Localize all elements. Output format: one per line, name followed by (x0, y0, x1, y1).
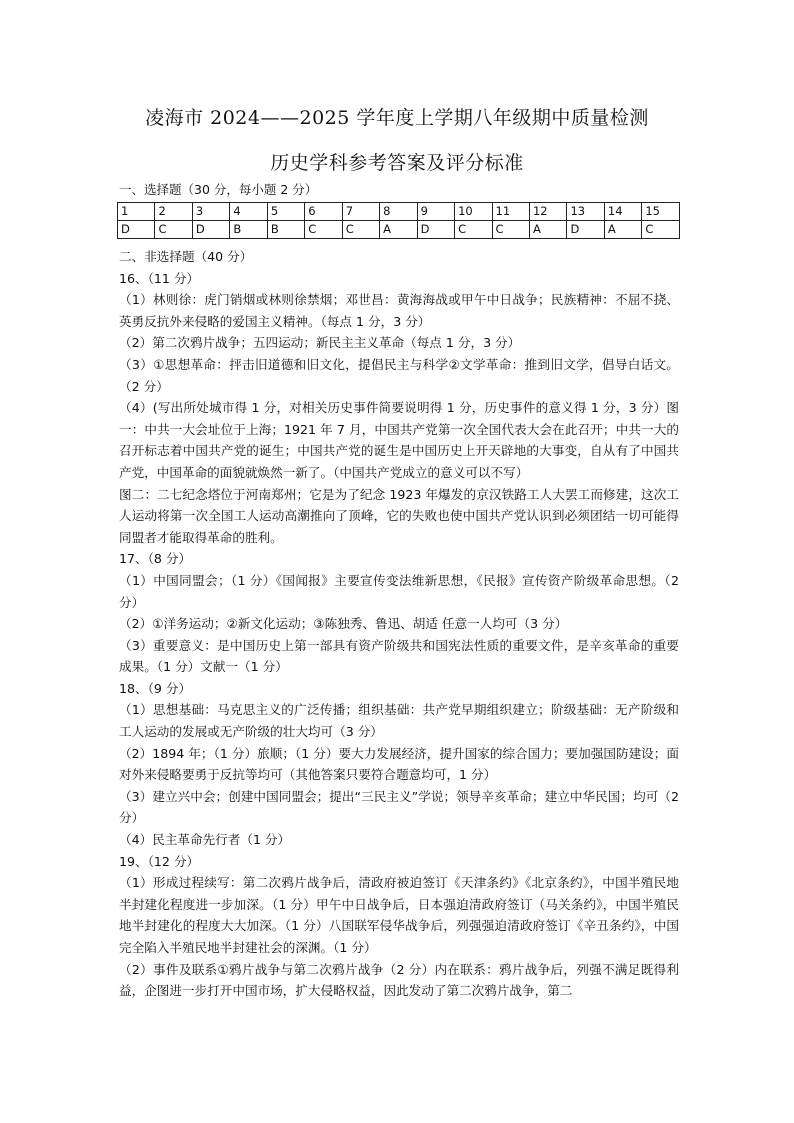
answer-cell: B (267, 221, 304, 239)
answer-cell: A (604, 221, 641, 239)
answer-line: （4）民主革命先行者（1 分） (119, 832, 291, 848)
question-number-cell: 2 (155, 203, 192, 221)
answer-line: 16、（11 分） (119, 270, 200, 286)
answer-line: 19、（12 分） (119, 853, 200, 869)
answer-line: （2）①洋务运动；②新文化运动；③陈独秀、鲁迅、胡适 任意一人均可（3 分） (119, 616, 568, 632)
question-number-cell: 14 (604, 203, 641, 221)
answer-line: （1）林则徐：虎门销烟或林则徐禁烟；邓世昌：黄海海战或甲午中日战争；民族精神：不屈不挠、英勇反抗外来侵略的爱国主义精神。（每点 1 分，3 分） (119, 292, 679, 329)
question-number-cell: 10 (455, 203, 492, 221)
section-heading-choice: 一、选择题（30 分，每小题 2 分） (119, 182, 318, 197)
document-subtitle: 历史学科参考答案及评分标准 (270, 152, 524, 174)
answer-line: （1）形成过程续写：第二次鸦片战争后，清政府被迫签订《天津条约》《北京条约》，中国半殖民地半封建化程度进一步加深。（1 分）甲午中日战争后，日本强迫清政府签订（马关条约》，中国半殖民地半封建化的程度大大加深。（1 分）八国联军侵华战争后，列强强迫清政府签订《辛丑条约》，中国完全陷入半殖民地半封建社会的深渊。（1 分） (119, 875, 679, 955)
answer-cell: C (642, 221, 680, 239)
question-number-cell: 11 (492, 203, 529, 221)
answer-cell: C (455, 221, 492, 239)
answer-cell: D (192, 221, 229, 239)
answer-cell: D (567, 221, 604, 239)
answer-line: （3）重要意义：是中国历史上第一部具有资产阶级共和国宪法性质的重要文件，是辛亥革命的重要成果。（1 分）文献一（1 分） (119, 637, 679, 675)
question-number-cell: 6 (305, 203, 342, 221)
answer-line: （2）事件及联系①鸦片战争与第二次鸦片战争（2 分）内在联系：鸦片战争后，列强不满足既得利益，企图进一步打开中国市场，扩大侵略权益，因此发动了第二次鸦片战争，第二 (119, 961, 679, 999)
question-number-cell: 3 (192, 203, 229, 221)
answer-line: （1）思想基础：马克思主义的广泛传播；组织基础：共产党早期组织建立；阶级基础：无产阶级和工人运动的发展或无产阶级的壮大均可（3 分） (119, 702, 679, 740)
answer-cell: D (118, 221, 155, 239)
document-title: 凌海市 2024——2025 学年度上学期八年级期中质量检测 (145, 107, 649, 129)
question-number-cell: 1 (118, 203, 155, 221)
answer-cell: C (342, 221, 379, 239)
answer-cell: C (305, 221, 342, 239)
question-number-cell: 12 (529, 203, 566, 221)
answer-cell: C (492, 221, 529, 239)
answer-line: （2）第二次鸦片战争；五四运动；新民主主义革命（每点 1 分，3 分） (119, 335, 521, 351)
answer-line: （1）中国同盟会；（1 分）《国闻报》主要宣传变法维新思想，《民报》宣传资产阶级革命思想。（2 分） (119, 572, 679, 610)
answer-line: （4）(写出所处城市得 1 分，对相关历史事件简要说明得 1 分，历史事件的意义得 1 分，3 分）图一：中共一大会址位于上海；1921 年 7 月，中国共产党第一次全国代表大会在此召开；中共一大的召开标志着中国共产党的诞生；中国共产党的诞生是中国历史上开天辟地的大事变，自从有了中国共产党，中国革命的面貌就焕然一新了。（中国共产党成立的意义可以不写） (119, 400, 679, 480)
answer-cell: D (417, 221, 454, 239)
answer-table (117, 202, 680, 239)
question-number-cell: 5 (267, 203, 304, 221)
answer-cell: A (380, 221, 417, 239)
answer-body (119, 246, 679, 1002)
section-heading-nonchoice: 二、非选择题（40 分） (119, 249, 253, 264)
question-number-cell: 13 (567, 203, 604, 221)
answer-line: 17、（8 分） (119, 551, 192, 567)
question-number-cell: 4 (230, 203, 267, 221)
question-number-cell: 7 (342, 203, 379, 221)
answer-line: （3）建立兴中会；创建中国同盟会；提出“三民主义”学说；领导辛亥革命；建立中华民国；均可（2 分） (119, 788, 679, 826)
answer-line: 图二：二七纪念塔位于河南郑州；它是为了纪念 1923 年爆发的京汉铁路工人大罢工而修建，这次工人运动将第一次全国工人运动高潮推向了顶峰，它的失败也使中国共产党认识到必须团结一切可能得同盟者才能取得革命的胜利。 (119, 486, 679, 545)
answer-line: 18、（9 分） (119, 680, 192, 696)
question-number-cell: 15 (642, 203, 680, 221)
answer-line: （2）1894 年；（1 分）旅顺；（1 分）要大力发展经济，提升国家的综合国力；要加强国防建设；面对外来侵略要勇于反抗等均可（其他答案只要符合题意均可，1 分） (119, 745, 679, 783)
answer-cell: A (529, 221, 566, 239)
answer-table-number-row (118, 203, 680, 221)
answer-table-answer-row (118, 221, 680, 239)
answer-cell: B (230, 221, 267, 239)
answer-cell: C (155, 221, 192, 239)
question-number-cell: 8 (380, 203, 417, 221)
answer-line: （3）①思想革命：抨击旧道德和旧文化，提倡民主与科学②文学革命：推到旧文学，倡导白话文。（2 分） (119, 356, 679, 394)
question-number-cell: 9 (417, 203, 454, 221)
